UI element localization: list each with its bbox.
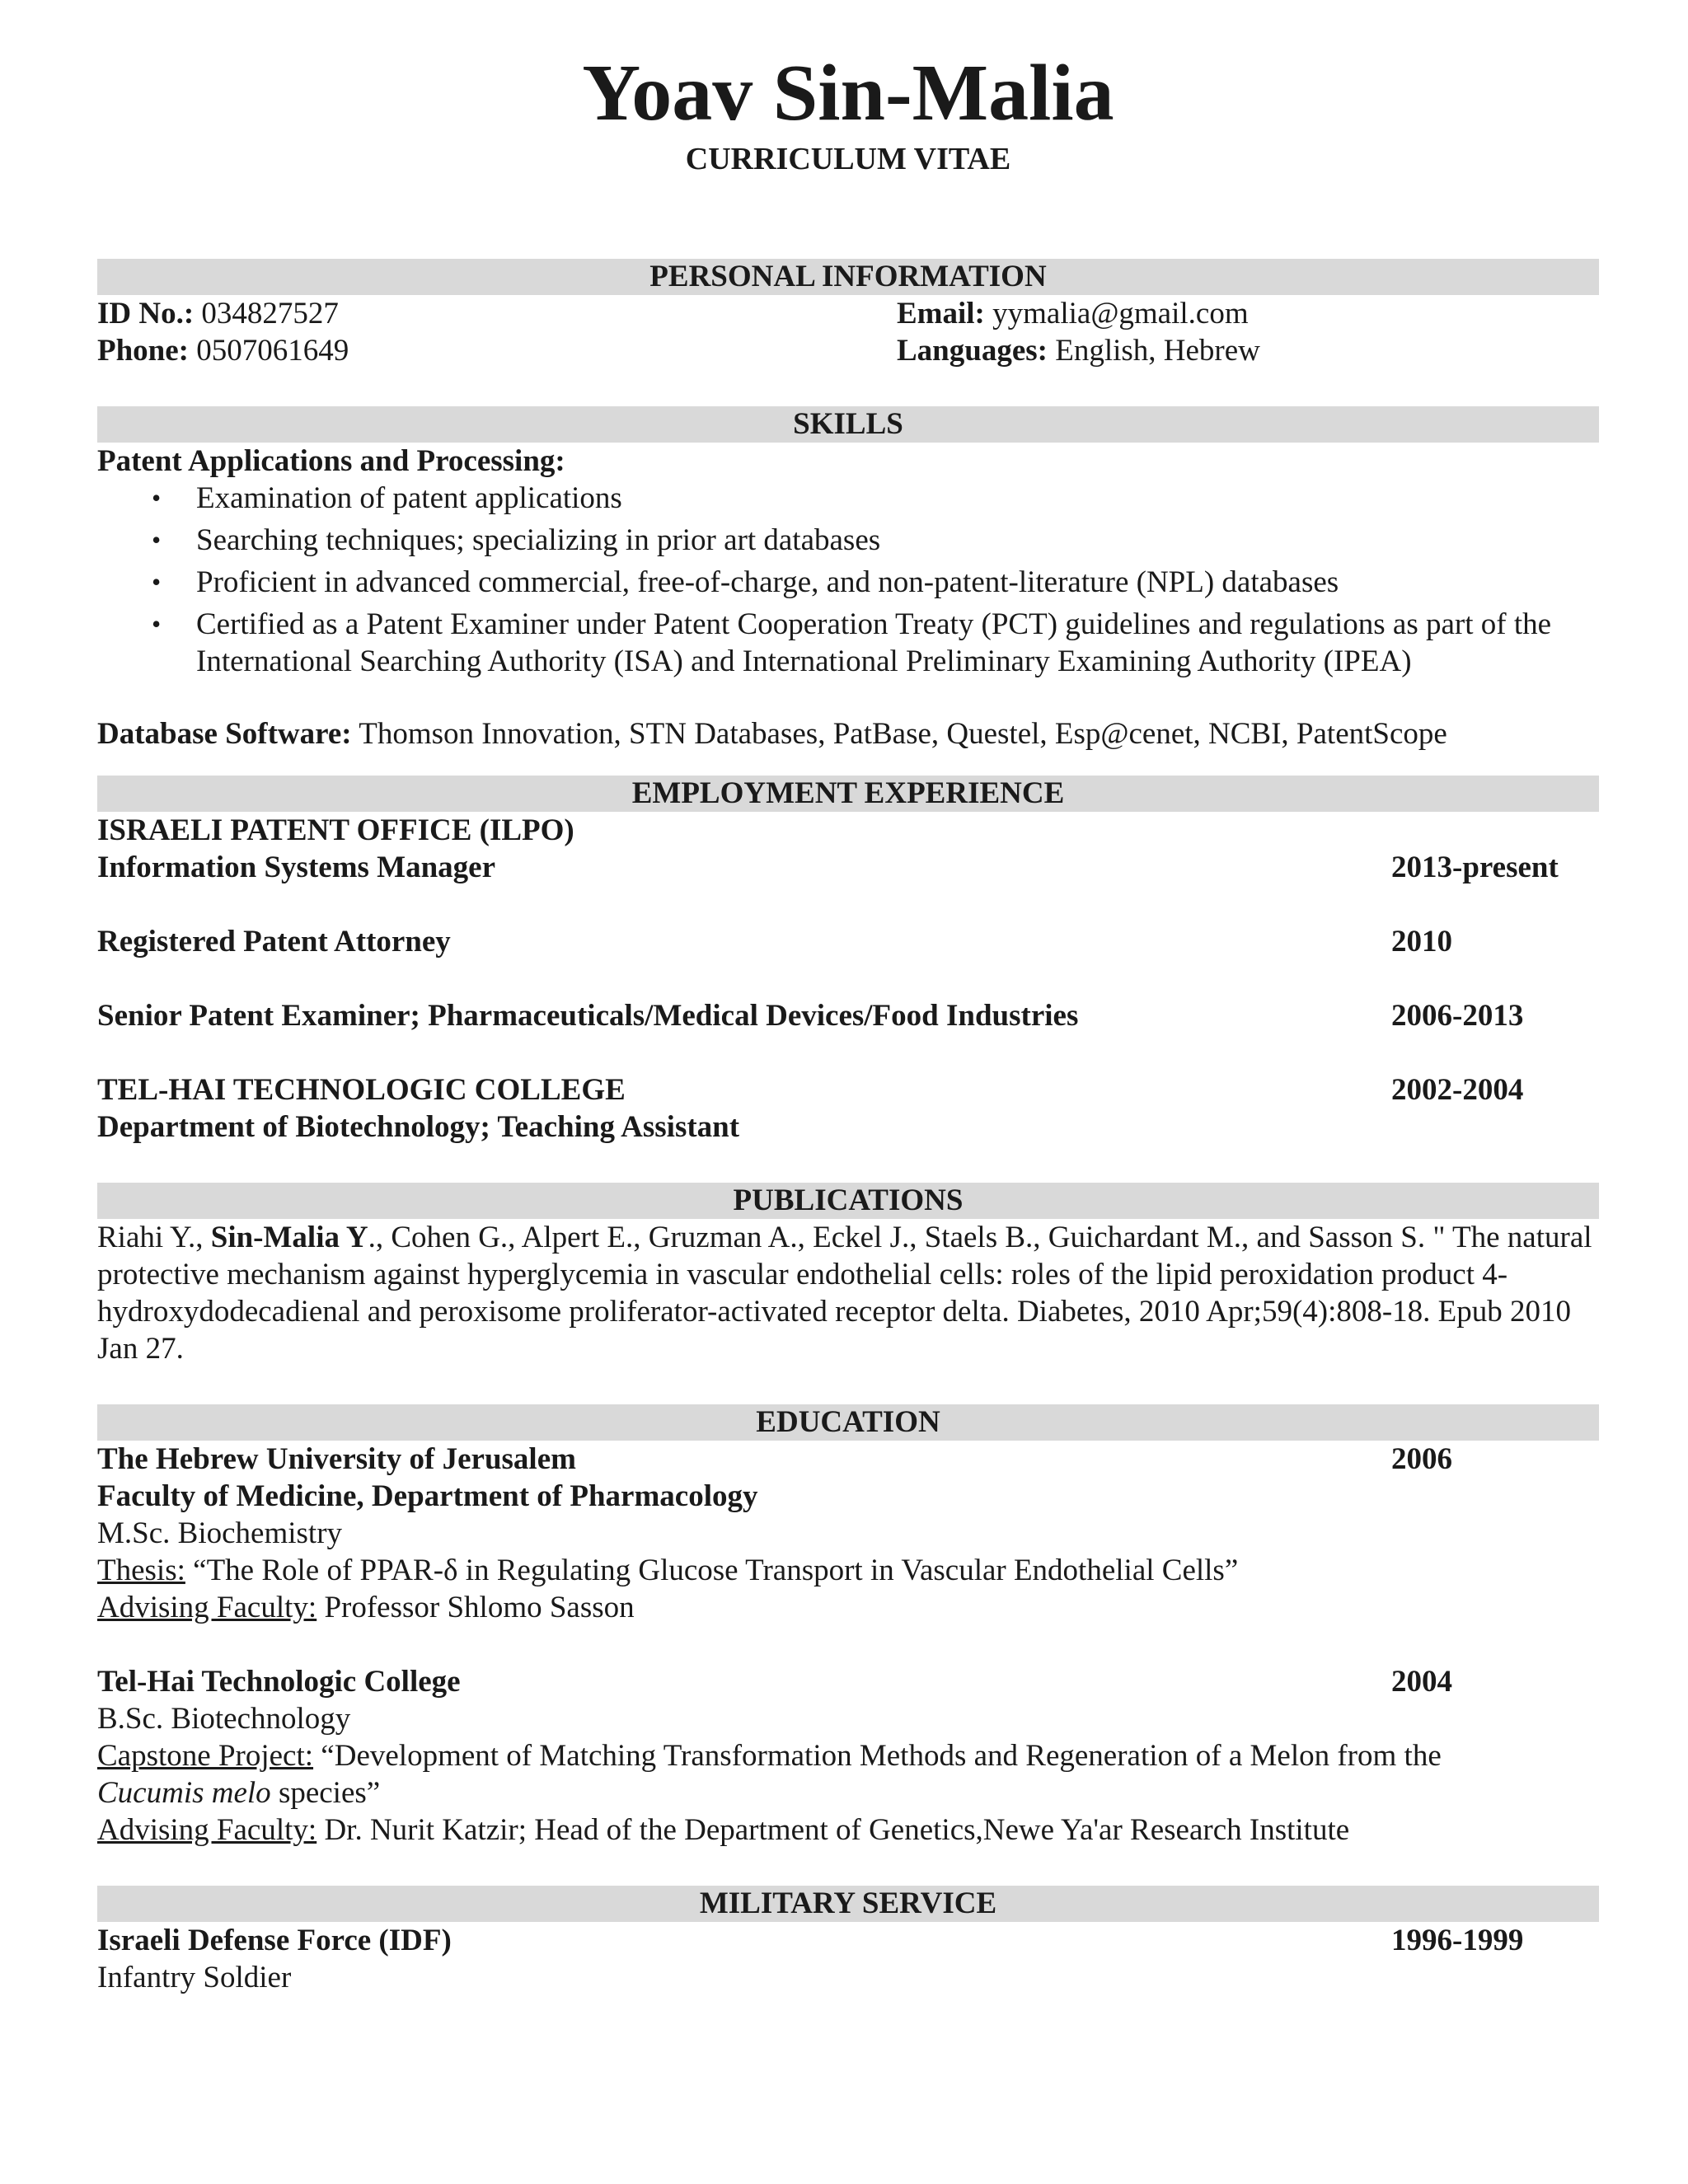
personal-row-1 <box>97 295 1599 332</box>
job-date: 2002-2004 <box>1391 1073 1524 1107</box>
military-role: Infantry Soldier <box>97 1961 292 1994</box>
phone-value: 0507061649 <box>189 334 349 368</box>
email-label: Email: <box>897 297 985 330</box>
thesis-value: “The Role of PPAR-δ in Regulating Glucose Transport in Vascular Endothelial Cells” <box>185 1554 1239 1587</box>
advising-value: Dr. Nurit Katzir; Head of the Department of Genetics,Newe Ya'ar Research Institute <box>316 1813 1350 1847</box>
id-field <box>97 297 339 330</box>
email-value: yymalia@gmail.com <box>984 297 1249 330</box>
advising-faculty <box>97 1589 1599 1626</box>
job-row-1 <box>97 849 1599 886</box>
database-value: Thomson Innovation, STN Databases, PatBase, Questel, Esp@cenet, NCBI, PatentScope <box>351 717 1447 751</box>
section-education: EDUCATION <box>97 1404 1599 1441</box>
publication-author: Sin-Malia Y <box>210 1221 368 1254</box>
job-date: 2006-2013 <box>1391 999 1524 1033</box>
bullet-icon: • <box>152 483 162 513</box>
publication-pre: Riahi Y., <box>97 1221 211 1254</box>
capstone-label: Capstone Project: <box>97 1739 314 1773</box>
employer-ilpo: ISRAELI PATENT OFFICE (ILPO) <box>97 813 574 847</box>
phone-field <box>97 334 349 368</box>
section-employment-experience: EMPLOYMENT EXPERIENCE <box>97 776 1599 812</box>
education-row-2 <box>97 1663 1599 1700</box>
military-org: Israeli Defense Force (IDF) <box>97 1924 452 1957</box>
publication-entry <box>97 1219 1599 1367</box>
degree: B.Sc. Biotechnology <box>97 1702 351 1736</box>
skills-list <box>97 480 1599 680</box>
database-software <box>97 715 1599 752</box>
cv-subtitle: CURRICULUM VITAE <box>685 142 1011 176</box>
personal-row-2 <box>97 332 1599 369</box>
languages-label: Languages: <box>897 334 1048 368</box>
degree: M.Sc. Biochemistry <box>97 1516 343 1550</box>
job-title: Registered Patent Attorney <box>97 925 451 958</box>
bullet-icon: • <box>152 609 162 639</box>
education-date: 2006 <box>1391 1442 1452 1476</box>
job-row-4 <box>97 1071 1599 1108</box>
job-title: Information Systems Manager <box>97 851 496 884</box>
list-item: • Searching techniques; specializing in prior art databases <box>152 523 881 557</box>
languages-value: English, Hebrew <box>1047 334 1260 368</box>
job-title: Department of Biotechnology; Teaching Assistant <box>97 1110 740 1144</box>
database-label: Database Software: <box>97 717 352 751</box>
section-skills: SKILLS <box>97 406 1599 443</box>
job-date: 2010 <box>1391 925 1452 958</box>
military-date: 1996-1999 <box>1391 1924 1524 1957</box>
section-personal-information: PERSONAL INFORMATION <box>97 259 1599 295</box>
languages-field <box>897 332 1260 369</box>
section-military-service: MILITARY SERVICE <box>97 1886 1599 1922</box>
skills-subheading: Patent Applications and Processing: <box>97 444 565 478</box>
list-item: • Certified as a Patent Examiner under Patent Cooperation Treaty (PCT) guidelines and regulations as part of the International Searching Authority (ISA) and International Preliminary Examining Authority (IPEA) <box>152 607 1552 678</box>
job-row-3 <box>97 997 1599 1034</box>
job-date: 2013-present <box>1391 851 1559 884</box>
education-row-1 <box>97 1441 1599 1478</box>
cv-name: Yoav Sin-Malia <box>582 49 1114 138</box>
thesis-label: Thesis: <box>97 1554 185 1587</box>
advising-label: Advising Faculty: <box>97 1813 317 1847</box>
job-title: Senior Patent Examiner; Pharmaceuticals/Medical Devices/Food Industries <box>97 999 1079 1033</box>
cv-page <box>97 0 1599 1996</box>
capstone-value: “Development of Matching Transformation Methods and Regeneration of a Melon from the <box>313 1739 1442 1773</box>
education-date: 2004 <box>1391 1665 1452 1699</box>
advising-faculty <box>97 1811 1599 1849</box>
capstone-end: species” <box>270 1776 381 1810</box>
list-item: • Examination of patent applications <box>152 481 622 515</box>
phone-label: Phone: <box>97 334 189 368</box>
id-value: 034827527 <box>194 297 339 330</box>
faculty: Faculty of Medicine, Department of Pharmacology <box>97 1479 758 1513</box>
capstone-project <box>97 1737 1599 1811</box>
advising-label: Advising Faculty: <box>97 1591 317 1624</box>
email-field <box>897 295 1249 332</box>
employer-tel-hai: TEL-HAI TECHNOLOGIC COLLEGE <box>97 1073 626 1107</box>
bullet-icon: • <box>152 567 162 597</box>
section-publications: PUBLICATIONS <box>97 1183 1599 1219</box>
advising-value: Professor Shlomo Sasson <box>316 1591 635 1624</box>
capstone-species: Cucumis melo <box>97 1776 271 1810</box>
school-name: Tel-Hai Technologic College <box>97 1665 461 1699</box>
bullet-icon: • <box>152 525 162 555</box>
job-row-2 <box>97 923 1599 960</box>
military-row <box>97 1922 1599 1959</box>
id-label: ID No.: <box>97 297 195 330</box>
list-item: • Proficient in advanced commercial, free-of-charge, and non-patent-literature (NPL) databases <box>152 565 1339 599</box>
thesis <box>97 1552 1599 1589</box>
publication-post: ., Cohen G., Alpert E., Gruzman A., Eckel J., Staels B., Guichardant M., and Sasson S. " The natural protective mechanism against hyperglycemia in vascular endothelial cells: roles of the lipid peroxidation product 4-hydroxydodecadienal and peroxisome proliferator-activated receptor delta. Diabetes, 2010 Apr;59(4):808-18. Epub 2010 Jan 27. <box>97 1221 1592 1366</box>
school-name: The Hebrew University of Jerusalem <box>97 1442 576 1476</box>
